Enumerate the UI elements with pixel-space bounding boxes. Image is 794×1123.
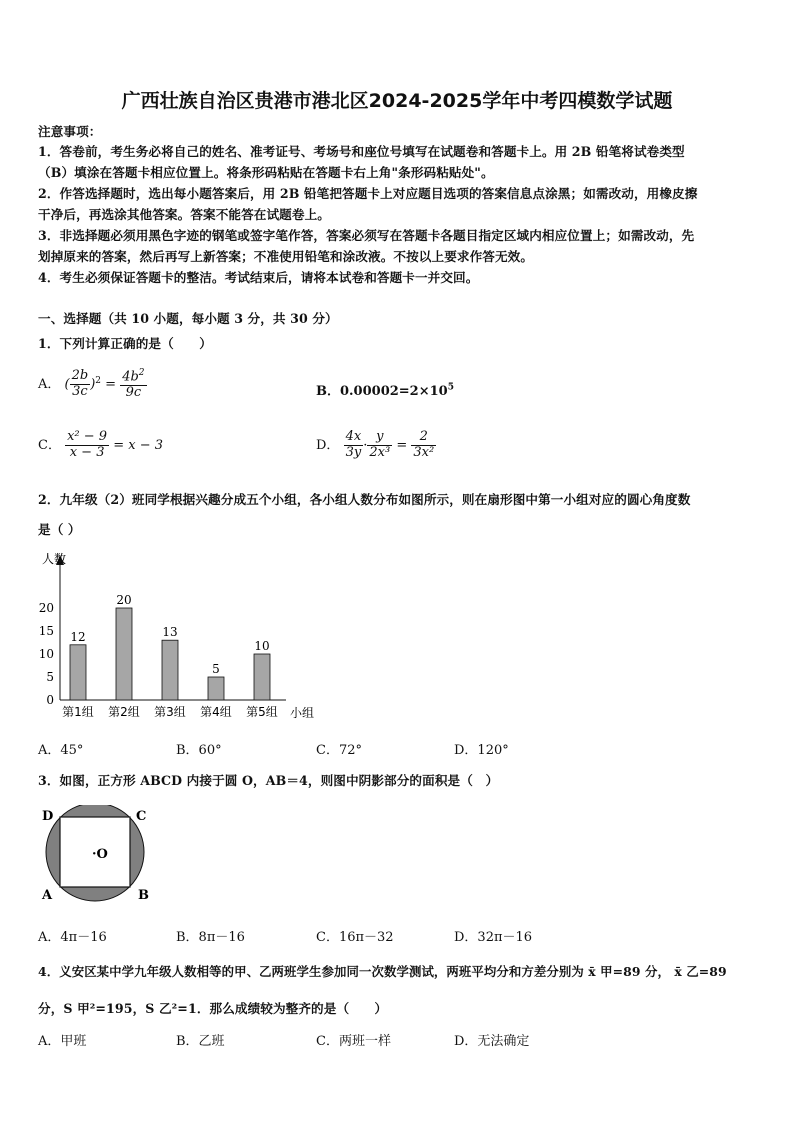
q2-option-a: A．45°	[38, 743, 84, 758]
y-tick-label: 15	[38, 624, 54, 638]
bar-value-label: 20	[116, 593, 132, 607]
notice-line: 3．非选择题必须用黑色字迹的钢笔或签字笔作答，答案必须写在答题卡各题目指定区域内相应位置上；如需改动，先	[38, 228, 695, 243]
bar-1	[70, 645, 86, 700]
option-label: C．	[38, 437, 61, 453]
option-label: A．	[38, 377, 61, 393]
q3-option-c: C．16π－32	[316, 930, 394, 945]
q1-option-b	[316, 380, 454, 399]
q1-option-d	[316, 430, 436, 461]
question-2-stem: 2．九年级（2）班同学根据兴趣分成五个小组，各小组人数分布如图所示，则在扇形图中第一小组对应的圆心角度数	[38, 492, 691, 507]
x-axis-label: 小组	[290, 706, 315, 720]
paren-open: (	[64, 377, 70, 393]
notice-line: 干净后，再选涂其他答案。答案不能答在试题卷上。	[38, 207, 330, 222]
vertex-label-c: C	[136, 809, 147, 824]
vertex-label-d: D	[42, 809, 54, 824]
category-label: 第5组	[246, 705, 278, 719]
bar-value-label: 13	[162, 625, 178, 640]
bar-3	[162, 640, 178, 700]
bar-4	[208, 677, 224, 700]
exponent: 5	[447, 382, 454, 393]
center-label-o: ·O	[92, 847, 108, 862]
bar-value-label: 10	[254, 639, 270, 653]
page-title: 广西壮族自治区贵港市港北区2024-2025学年中考四模数学试题	[121, 90, 673, 112]
notice-line: 1．答卷前，考生务必将自己的姓名、准考证号、考场号和座位号填写在试题卷和答题卡上。用 2B 铅笔将试卷类型	[38, 144, 685, 159]
y-tick-label: 5	[46, 670, 54, 684]
paren-close: )	[90, 377, 96, 393]
q2-option-d: D．120°	[454, 743, 509, 758]
fraction: $\frac{y}{\text{2x³}}$	[369, 429, 391, 460]
fraction: $\frac{4b^2}{9c}$	[122, 368, 145, 401]
y-tick-label: 0	[46, 693, 54, 707]
q4-option-a: A．甲班	[38, 1034, 87, 1049]
q4-option-b: B．乙班	[176, 1034, 225, 1049]
question-2-stem: 是（ ）	[38, 522, 81, 537]
fraction: $\frac{4x}{3y}$	[345, 429, 362, 460]
q1-option-a	[38, 368, 147, 401]
equals: =	[105, 377, 117, 393]
rhs: = x − 3	[113, 437, 164, 453]
y-tick-label: 10	[38, 647, 54, 661]
question-3-stem: 3．如图，正方形 ABCD 内接于圆 O，AB＝4，则图中阴影部分的面积是（ ）	[38, 773, 499, 788]
category-label: 第3组	[154, 705, 186, 719]
q3-option-a: A．4π－16	[38, 930, 107, 945]
fraction: $\frac{2}{\text{3x²}}$	[413, 429, 435, 460]
equals: =	[396, 437, 408, 453]
vertex-label-a: A	[42, 888, 53, 903]
q2-option-c: C．72°	[316, 743, 362, 758]
category-label: 第2组	[108, 705, 140, 719]
circle-square-figure	[36, 805, 160, 905]
q4-option-c: C．两班一样	[316, 1034, 391, 1049]
option-label: D．	[316, 437, 340, 453]
q3-option-b: B．8π－16	[176, 930, 245, 945]
option-text: B．0.00002=2×10	[316, 384, 448, 399]
notice-line: 2．作答选择题时，选出每小题答案后，用 2B 铅笔把答题卡上对应题目选项的答案信息点涂黑；如需改动，用橡皮擦	[38, 186, 698, 201]
notice-heading: 注意事项：	[38, 124, 102, 139]
bar-2	[116, 608, 132, 700]
dot: ·	[363, 437, 368, 453]
category-label: 第4组	[200, 705, 232, 719]
question-4-stem: 4．义安区某中学九年级人数相等的甲、乙两班学生参加同一次数学测试，两班平均分和方差分别为 x̄ 甲=89 分， x̄ 乙=89	[38, 964, 727, 979]
y-axis-label: 人数	[42, 552, 67, 566]
notice-line: 划掉原来的答案，然后再写上新答案；不准使用铅笔和涂改液。不按以上要求作答无效。	[38, 249, 534, 264]
bar-value-label: 12	[70, 629, 86, 644]
q4-option-d: D．无法确定	[454, 1034, 530, 1049]
q2-option-b: B．60°	[176, 743, 222, 758]
section-heading: 一、选择题（共 10 小题，每小题 3 分，共 30 分）	[38, 311, 338, 326]
bar-value-label: 5	[212, 662, 220, 676]
vertex-label-b: B	[138, 888, 149, 903]
notice-line: （B）填涂在答题卡相应位置上。将条形码粘贴在答题卡右上角"条形码粘贴处"。	[38, 165, 494, 180]
question-1-stem: 1．下列计算正确的是（ ）	[38, 336, 212, 351]
y-tick-label: 20	[38, 601, 54, 615]
fraction: $\frac{2b}{3c}$	[71, 368, 89, 400]
fraction: $\frac{\text{x² − 9}}{x - 3}$	[67, 429, 108, 460]
bar-chart	[30, 545, 340, 730]
q1-option-c	[38, 430, 163, 461]
question-4-stem: 分，S 甲²=195，S 乙²=1．那么成绩较为整齐的是（ ）	[38, 1001, 388, 1016]
category-label: 第1组	[62, 705, 94, 719]
q3-option-d: D．32π－16	[454, 930, 533, 945]
bar-5	[254, 654, 270, 700]
exponent: 2	[95, 375, 102, 386]
notice-line: 4．考生必须保证答题卡的整洁。考试结束后，请将本试卷和答题卡一并交回。	[38, 270, 479, 285]
